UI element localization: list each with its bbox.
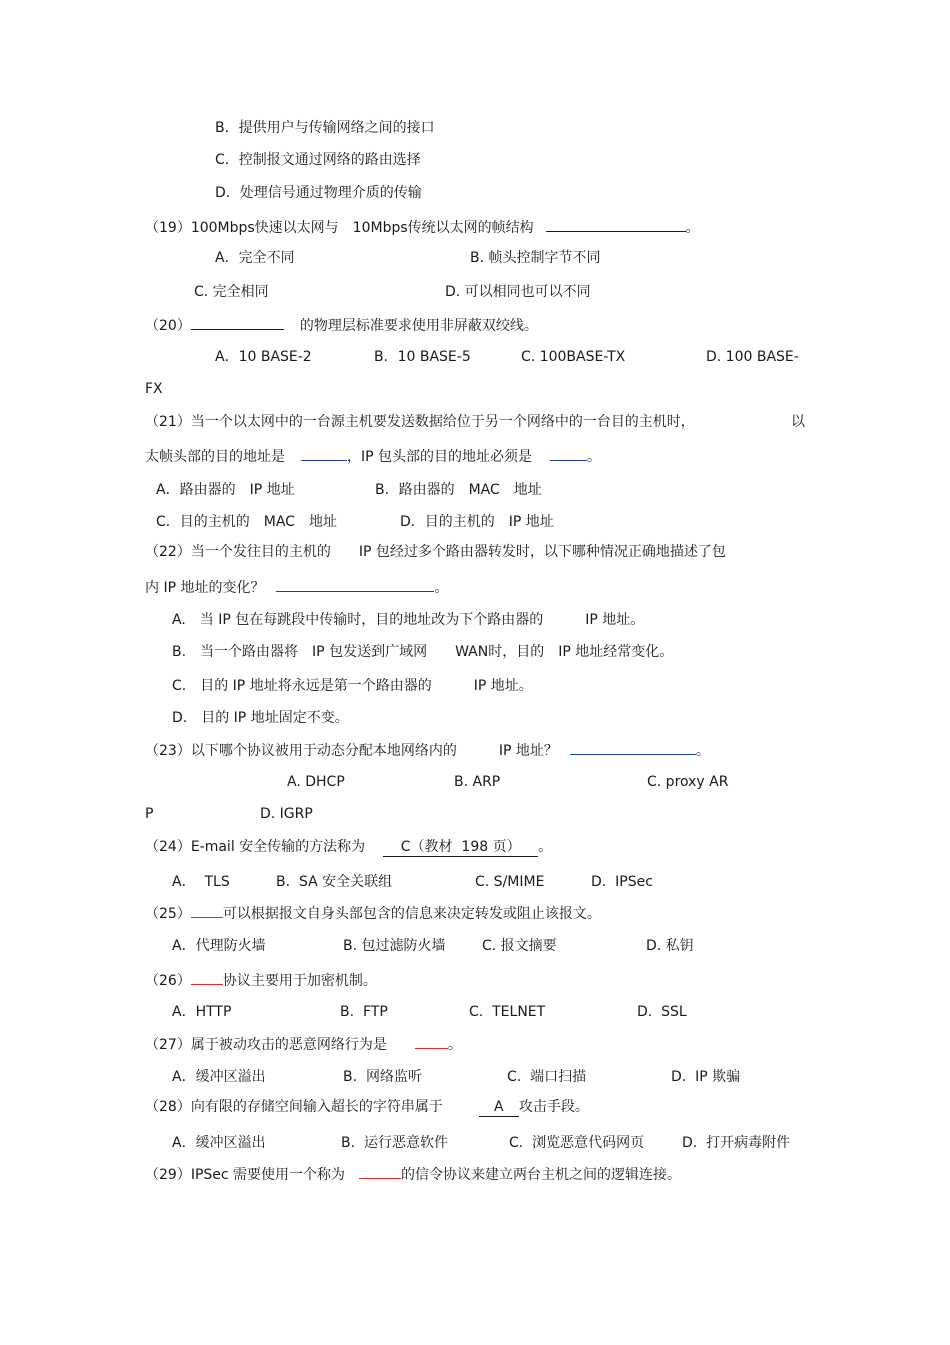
q26-answer-blank [191,970,223,985]
q21-stem-line1-tail: 以 [791,414,805,430]
q21-option-a: A．路由器的 IP 地址 [156,482,295,498]
q28-option-d: D. 打开病毒附件 [682,1135,791,1151]
q25-option-d: D. 私钥 [646,938,694,954]
q22-answer-blank [276,577,434,592]
q26-stem: 协议主要用于加密机制。 [222,973,377,989]
q21-option-c: C．目的主机的 MAC 地址 [156,514,337,530]
q20-question [145,315,538,335]
q20-option-d: D. 100 BASE- [706,349,799,365]
q28-stem: （28）向有限的存储空间输入超长的字符串属于 [145,1099,443,1115]
q28-option-c: C. 浏览恶意代码网页 [509,1135,645,1151]
q26-option-d: D. SSL [637,1004,687,1020]
q23-question [145,740,710,760]
q19-end: 。 [685,220,700,236]
q23-option-a: A. DHCP [287,774,345,790]
q29-question [145,1164,681,1184]
q26-number: （26） [145,973,191,989]
q20-option-c: C. 100BASE-TX [521,349,626,365]
q21-option-b: B．路由器的 MAC 地址 [375,482,542,498]
q28-option-a: A．缓冲区溢出 [172,1135,266,1151]
q21-stem-part-a: 太帧头部的目的地址是 [145,449,285,465]
q24-option-d: D. IPSec [591,874,653,890]
q23-end: 。 [695,743,710,759]
q20-answer-blank [191,315,284,330]
q28-question [145,1098,589,1117]
q19-question [145,217,700,237]
q27-question [145,1034,462,1054]
q25-answer-blank [191,903,223,918]
q24-option-c: C. S/MIME [475,874,545,890]
q22-stem-line1: （22）当一个发往目的主机的 IP 包经过多个路由器转发时，以下哪种情况正确地描述了包 [145,544,726,560]
q23-option-d: D. IGRP [260,806,313,822]
q20-number: （20） [145,318,191,334]
q19-answer-blank [546,217,686,232]
q29-end: 的信令协议来建立两台主机之间的逻辑连接。 [401,1167,682,1183]
q22-stem-line2 [145,577,448,597]
q27-stem: （27）属于被动攻击的恶意网络行为是 [145,1037,387,1053]
q20-option-d-wrap: FX [145,381,163,397]
q29-stem: （29）IPSec 需要使用一个称为 [145,1167,346,1183]
q25-number: （25） [145,906,191,922]
q21-stem-line1: （21）当一个以太网中的一台源主机要发送数据给位于另一个网络中的一台目的主机时， [145,414,695,430]
q18-option-c: C．控制报文通过网络的路由选择 [215,152,421,168]
q23-option-c: C. proxy AR [647,774,729,790]
q19-option-d: D. 可以相同也可以不同 [445,284,591,300]
q25-option-a: A．代理防火墙 [172,938,266,954]
q27-option-d: D. IP 欺骗 [671,1069,741,1085]
q24-option-a: A． TLS [172,874,230,890]
q24-end: 。 [538,839,553,855]
q23-option-c-wrap: P [145,806,154,822]
q19-option-b: B. 帧头控制字节不同 [470,250,601,266]
q26-option-a: A．HTTP [172,1004,232,1020]
q23-answer-blank [570,740,696,755]
q22-end: 。 [434,580,449,596]
q28-end: 攻击手段。 [518,1099,589,1115]
q22-option-c: C. 目的 IP 地址将永远是第一个路由器的 IP 地址。 [172,678,533,694]
q21-stem-part-b: ，IP 包头部的目的地址必须是 [347,449,533,465]
q25-question [145,903,601,923]
q23-option-b: B. ARP [454,774,501,790]
q27-end: 。 [447,1037,462,1053]
q18-option-d: D．处理信号通过物理介质的传输 [215,185,422,201]
q24-answer: C（教材 198 页） [383,838,538,857]
q24-option-b: B. SA 安全关联组 [276,874,393,890]
q27-option-a: A．缓冲区溢出 [172,1069,266,1085]
q28-answer: A [479,1098,519,1117]
q19-option-c: C. 完全相同 [194,284,269,300]
q22-option-a: A. 当 IP 包在每跳段中传输时，目的地址改为下个路由器的 IP 地址。 [172,612,645,628]
q21-end: 。 [587,449,602,465]
q25-option-c: C. 报文摘要 [482,938,557,954]
q20-stem: 的物理层标准要求使用非屏蔽双绞线。 [299,318,538,334]
q26-option-b: B. FTP [340,1004,388,1020]
q25-stem: 可以根据报文自身头部包含的信息来决定转发或阻止该报文。 [222,906,601,922]
q23-stem: （23）以下哪个协议被用于动态分配本地网络内的 IP 地址？ [145,743,558,759]
q21-answer-blank-1 [301,446,347,461]
q27-option-c: C. 端口扫描 [507,1069,587,1085]
q28-option-b: B. 运行恶意软件 [341,1135,448,1151]
q19-stem: （19）100Mbps快速以太网与 10Mbps传统以太网的帧结构 [145,220,534,236]
q21-option-d: D．目的主机的 IP 地址 [400,514,554,530]
q22-option-d: D. 目的 IP 地址固定不变。 [172,710,349,726]
q27-answer-blank [415,1034,448,1049]
q26-option-c: C. TELNET [469,1004,546,1020]
q20-option-b: B．10 BASE-5 [374,349,471,365]
q26-question [145,970,377,990]
q21-answer-blank-2 [550,446,587,461]
q21-stem-line2 [145,446,601,466]
q25-option-b: B. 包过滤防火墙 [343,938,446,954]
q24-stem: （24）E-mail 安全传输的方法称为 [145,839,366,855]
q22-stem-part: 内 IP 地址的变化？ [145,580,265,596]
q24-question [145,838,552,857]
q22-option-b: B. 当一个路由器将 IP 包发送到广域网 WAN时，目的 IP 地址经常变化。 [172,644,674,660]
q27-option-b: B. 网络监听 [343,1069,422,1085]
q18-option-b: B．提供用户与传输网络之间的接口 [215,120,435,136]
q29-answer-blank [359,1164,401,1179]
q19-option-a: A．完全不同 [215,250,295,266]
q20-option-a: A．10 BASE-2 [215,349,312,365]
